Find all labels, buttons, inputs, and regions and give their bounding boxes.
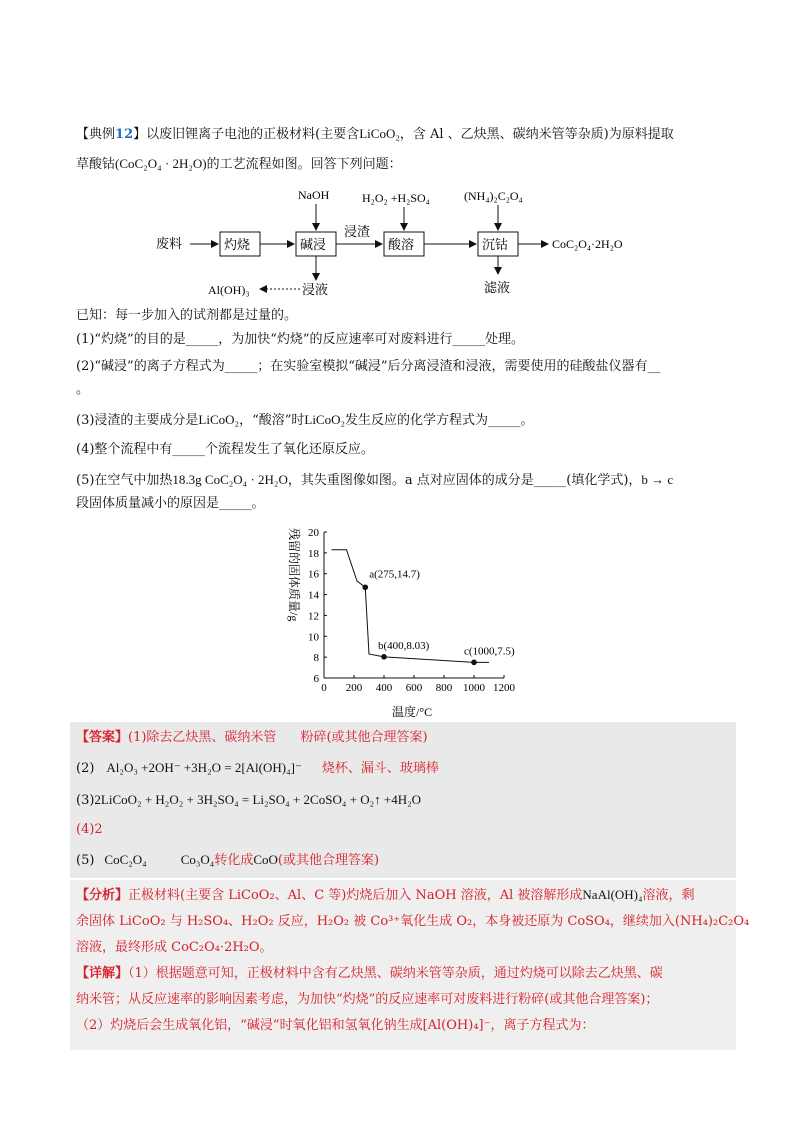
data-point [362,584,368,590]
x-tick-label: 0 [321,682,327,694]
flow-product: CoC₂O₄·2H₂O [552,237,623,251]
reagent-h2o2-h2so4: H₂O₂ +H₂SO₄ [362,191,430,205]
segment-b-c: b → c [641,472,674,487]
ionic-equation: Al₂O₃ +2OH⁻ +3H₂O = 2[Al(OH)₄]⁻ [106,760,302,775]
y-tick-label: 16 [308,568,319,581]
example-text: 草酸钴 [76,157,116,172]
bracket-open: 【 [76,127,90,142]
reagent-naoh: NaOH [298,188,330,202]
formula-licoo2: LiCoO₂ [304,412,346,427]
detail-tag: 【详解】 [76,966,129,981]
question-2: (2)“碱浸”的离子方程式为_____；在实验室模拟“碱浸”后分离浸渣和浸液，需要使用的硅酸盐仪器有__ [76,359,661,374]
flow-aluminum-hydroxide: Al(OH)₃ [208,283,250,297]
detail-line-2: 纳米管；从反应速率的影响因素考虑，为加快“灼烧”的反应速率可对废料进行粉碎(或其他合理答案)； [76,992,659,1007]
example-label: 典例 [89,127,116,142]
flow-start: 废料 [156,236,183,251]
question-5-tail: 段固体质量减小的原因是_____。 [76,496,265,511]
y-tick-label: 6 [313,673,319,685]
x-tick-label: 800 [435,682,453,694]
example-number: 12 [115,127,134,142]
data-point [381,654,387,660]
y-tick-label: 10 [308,631,319,644]
example-text: ，含 Al 、乙炔黑、碳纳米管等杂质)为原料提取 [399,127,674,142]
svg-text:沉钴: 沉钴 [482,237,509,252]
question-3: (3)浸渣的主要成分是LiCoO₂，“酸溶”时LiCoO₂发生反应的化学方程式为_____。 [76,412,534,428]
example-line-2 [76,154,402,175]
example-text: 以废旧锂离子电池的正极材料(主要含 [146,127,360,142]
formula-licoo2: LiCoO₂ [198,412,240,427]
x-tick-label: 1200 [493,682,515,694]
y-tick-label: 18 [308,547,319,560]
answer-line-4: (4)2 [76,822,103,837]
data-point-label: c(1000,7.5) [464,645,515,658]
example-text: 的工艺流程如图。回答下列问题： [206,157,402,172]
example-line-1 [76,124,674,145]
answer-line-2: (2) Al₂O₃ +2OH⁻ +3H₂O = 2[Al(OH)₄]⁻ 烧杯、漏斗、玻璃棒 [76,760,439,776]
bracket-close: 】 [133,127,147,142]
question-5: (5)在空气中加热18.3g CoC₂O₄ · 2H₂O，其失重图像如图。a 点对应固体的成分是_____(填化学式)，b → c [76,472,674,488]
flow-filtrate: 滤液 [484,280,511,295]
analysis-line-1: 【分析】正极材料(主要含 LiCoO₂、Al、C 等)灼烧后加入 NaOH 溶液，Al 被溶解形成NaAl(OH)₄溶液，剩 [76,887,695,903]
detail-line-3: （2）灼烧后会生成氧化铝，“碱浸”时氧化铝和氢氧化钠生成[Al(OH)₄]⁻，离子方程式为： [76,1018,595,1033]
known-note: 已知：每一步加入的试剂都是过量的。 [76,308,298,323]
formula-sample-mass: 18.3g CoC₂O₄ · 2H₂O [172,472,288,487]
x-tick-label: 600 [405,682,423,694]
svg-text:灼烧: 灼烧 [224,237,251,252]
process-flow-diagram [150,182,690,300]
answer-tag: 【答案】 [76,730,129,745]
svg-text:酸溶: 酸溶 [388,237,415,252]
detail-line-1: 【详解】（1）根据题意可知，正极材料中含有乙炔黑、碳纳米管等杂质，通过灼烧可以除去乙炔黑、碳 [76,966,663,981]
question-2-tail: 。 [76,382,90,397]
y-tick-label: 20 [308,527,319,539]
formula-licoo2: LiCoO₂ [359,126,400,141]
data-point-label: a(275,14.7) [369,568,420,581]
analysis-line-3: 溶液，最终形成 CoC₂O₄·2H₂O。 [76,940,273,955]
x-tick-label: 400 [375,682,393,694]
question-4: (4)整个流程中有_____个流程发生了氧化还原反应。 [76,442,374,457]
flow-residue: 浸渣 [344,224,371,239]
svg-text:碱浸: 碱浸 [300,237,327,252]
question-1: (1)“灼烧”的目的是_____，为加快“灼烧”的反应速率可对废料进行_____处理。 [76,332,524,347]
thermogravimetric-chart [270,520,530,720]
y-tick-label: 14 [308,589,319,602]
y-tick-label: 12 [308,610,319,623]
answer-line-1: 【答案】(1)除去乙炔黑、碳纳米管 粉碎(或其他合理答案) [76,730,428,745]
chart-x-axis-label: 温度/°C [392,705,433,719]
data-point-label: b(400,8.03) [378,639,430,652]
data-point [471,660,477,666]
chemical-equation: 2LiCoO₂ + H₂O₂ + 3H₂SO₄ = Li₂SO₄ + 2CoSO₄ + O₂↑ +4H₂O [94,792,422,807]
x-tick-label: 1000 [463,682,485,694]
y-tick-label: 8 [313,652,319,665]
analysis-line-2: 余固体 LiCoO₂ 与 H₂SO₄、H₂O₂ 反应，H₂O₂ 被 Co³⁺氧化生成 O₂，本身被还原为 CoSO₄，继续加入(NH₄)₂C₂O₄ [76,914,750,929]
x-tick-label: 200 [345,682,363,694]
answer-line-3: (3)2LiCoO₂ + H₂O₂ + 3H₂SO₄ = Li₂SO₄ + 2CoSO₄ + O₂↑ +4H₂O [76,792,422,808]
answer-line-5: (5) CoC₂O₄ Co₃O₄转化成CoO(或其他合理答案) [76,852,380,868]
formula-cobalt-oxalate: (CoC₂O₄ · 2H₂O) [115,156,207,171]
analysis-tag: 【分析】 [76,888,129,903]
chart-y-axis-label: 残留的固体质量/g [287,528,301,622]
flow-leach-liquid: 浸液 [302,282,329,297]
reagent-ammonium-oxalate: (NH₄)₂C₂O₄ [464,189,523,203]
